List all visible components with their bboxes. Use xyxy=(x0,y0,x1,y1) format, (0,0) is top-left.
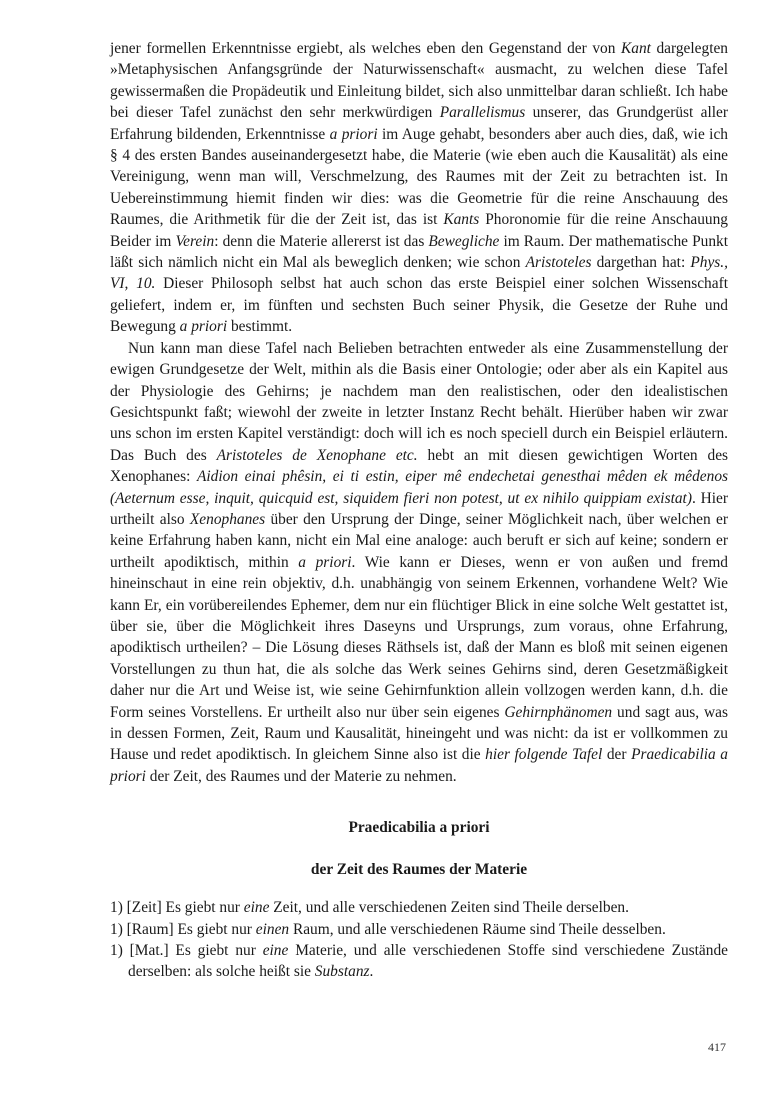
italic-phrase: a priori xyxy=(179,318,228,336)
paragraph-2: Nun kann man diese Tafel nach Belieben betrachten entweder als eine Zusammenstellung der ewigen Grundgesetze der Welt, mithin als die Basis einer Ontologie; oder aber als ein Kapitel aus der Physiologie des Gehirns; je nachdem man den realistischen, oder den idealistischen Gesichtspunkt faßt; wiewohl der zweite in letzter Instanz Recht behält. Hierüber haben wir zwar uns schon im ersten Kapitel verständigt: doch will ich es noch speciell durch ein Beispiel erläutern. Das Buch des Aristoteles de Xenophane etc. hebt an mit diesen gewichtigen Worten des Xenophanes: Aidion einai phêsin, ei ti estin, eiper mê endechetai genesthai mêden ek mêdenos (Aeternum esse, inquit, quicquid est, siquidem fieri non potest, ut ex nihilo quippiam existat). Hier urtheilt also Xenophanes über den Ursprung der Dinge, seiner Möglichkeit nach, über welchen er keine Erfahrung haben kann, nicht ein Mal eine analoge: auch beruft er sich auf keine; sondern er urtheilt apodiktisch, mithin a priori. Wie kann er Dieses, wenn er von außen und fremd hineinschaut in eine rein objektiv, d.h. unabhängig von seinem Erkennen, vorhandene Welt? Wie kann Er, ein vorübereilendes Ephemer, dem nur ein flüchtiger Blick in eine solche Welt gestattet ist, über sie, über die Möglichkeit ihres Daseyns und Ursprungs, zum voraus, ohne Erfahrung, apodiktisch urtheilen? – Die Lösung dieses Räthsels ist, daß der Mann es bloß mit seinen eigenen Vorstellungen zu thun hat, die als solche das Werk seines Gehirns sind, deren Gesetzmäßigkeit daher nur die Art und Weise ist, wie seine Gehirnfunktion allein vollzogen werden kann, d.h. die Form seines Vorstellens. Er urtheilt also nur über sein eigenes Gehirnphänomen und sagt aus, was in dessen Formen, Zeit, Raum und Kausalität, hineingeht und was nicht: da ist er vollkommen zu Hause und redet apodiktisch. In gleichem Sinne also ist die hier folgende Tafel der Praedicabilia a priori der Zeit, des Raumes und der Materie zu nehmen. xyxy=(110,339,729,785)
italic-phrase: Xenophanes xyxy=(189,510,266,528)
italic-phrase: eine xyxy=(262,942,289,960)
italic-phrase: einen xyxy=(255,920,290,938)
italic-phrase: Aristoteles xyxy=(525,254,592,272)
italic-phrase: Gehirnphänomen xyxy=(504,703,613,721)
rule-matter: 1) [Mat.] Es giebt nur eine Materie, und alle verschiedenen Stoffe sind verschiedene Zustände derselben: als solche heißt sie Substanz. xyxy=(110,942,728,981)
rule-space: 1) [Raum] Es giebt nur einen Raum, und alle verschiedenen Räume sind Theile desselben. xyxy=(110,920,666,938)
page-number: 417 xyxy=(708,1040,726,1054)
italic-phrase: Aidion einai phêsin, ei ti estin, eiper mê endechetai genesthai mêden ek mêdenos (Aeternum esse, inquit, quicquid est, siquidem fieri non potest, ut ex nihilo quippiam existat) xyxy=(110,468,729,507)
rule-time: 1) [Zeit] Es giebt nur eine Zeit, und alle verschiedenen Zeiten sind Theile derselben. xyxy=(110,899,629,917)
italic-phrase: Praedicabilia a priori xyxy=(110,746,728,785)
table-subheading: der Zeit des Raumes der Materie xyxy=(310,861,528,879)
italic-phrase: Phys., VI, 10. xyxy=(110,254,728,293)
italic-phrase: eine xyxy=(243,899,270,917)
italic-phrase: Bewegliche xyxy=(428,232,500,250)
rules-list xyxy=(110,897,728,983)
italic-phrase: a priori xyxy=(298,553,352,571)
italic-phrase: Kants xyxy=(443,211,480,229)
italic-phrase: Substanz xyxy=(314,963,370,981)
italic-phrase: hier folgende Tafel xyxy=(485,746,603,764)
table-heading: Praedicabilia a priori xyxy=(348,819,490,837)
italic-phrase: a priori xyxy=(329,125,378,143)
page-content xyxy=(110,38,728,983)
italic-phrase: Aristoteles de Xenophane etc. xyxy=(216,446,418,464)
italic-phrase: Verein xyxy=(175,232,215,250)
italic-phrase: Parallelismus xyxy=(439,104,526,122)
paragraph-1: jener formellen Erkenntnisse ergiebt, als welches eben den Gegenstand der von Kant dargelegten »Metaphysischen Anfangsgründe der Naturwissenschaft« ausmacht, zu welchen diese Tafel gewissermaßen die Propädeutik und Einleitung bildet, sich also unmittelbar daran schließt. Ich habe bei dieser Tafel zunächst den sehr merkwürdigen Parallelismus unserer, das Grundgerüst aller Erfahrung bildenden, Erkenntnisse a priori im Auge gehabt, besonders aber auch dies, daß, wie ich § 4 des ersten Bandes auseinandergesetzt habe, die Materie (wie eben auch die Kausalität) als eine Vereinigung, wenn man will, Verschmelzung, des Raumes mit der Zeit zu betrachten ist. In Uebereinstimmung hiemit finden wir dies: was die Geometrie für die reine Anschauung des Raumes, die Arithmetik für die der Zeit ist, das ist Kants Phoronomie für die reine Anschauung Beider im Verein: denn die Materie allererst ist das Bewegliche im Raum. Der mathematische Punkt läßt sich nämlich nicht ein Mal als beweglich denken; wie schon Aristoteles dargethan hat: Phys., VI, 10. Dieser Philosoph selbst hat auch schon das erste Beispiel einer solchen Wissenschaft geliefert, indem er, im fünften und sechsten Buch seiner Physik, die Gesetze der Ruhe und Bewegung a priori bestimmt. xyxy=(110,40,729,336)
italic-phrase: Kant xyxy=(620,40,651,57)
